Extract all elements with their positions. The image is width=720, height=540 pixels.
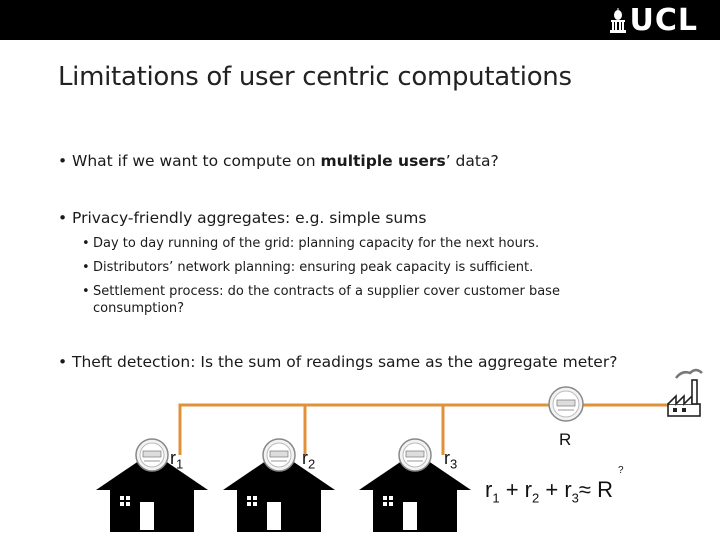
- bullet-text-bold: multiple users: [320, 152, 446, 170]
- sub-bullet-grid: • Day to day running of the grid: planning capacity for the next hours.: [82, 236, 540, 251]
- reading-label-2: $r_2$: [302, 448, 316, 472]
- house-meter-1-icon: [136, 439, 168, 471]
- house-meter-3-icon: [399, 439, 431, 471]
- sub-bullet-text: Day to day running of the grid: planning capacity for the next hours.: [93, 236, 540, 251]
- factory-icon: [668, 370, 702, 416]
- sub-bullet-distributors: • Distributors’ network planning: ensuring peak capacity is sufficient.: [82, 260, 534, 275]
- sub-bullet-settlement: • Settlement process: do the contracts of a supplier cover customer base consumption?: [82, 284, 560, 316]
- bullet-aggregates: • Privacy-friendly aggregates: e.g. simple sums: [58, 209, 427, 227]
- slide-title: Limitations of user centric computations: [58, 62, 572, 92]
- reading-label-3: $r_3$: [444, 448, 458, 472]
- bullet-multiple-users: • What if we want to compute on multiple users’ data?: [58, 152, 499, 170]
- bullet-theft-detection: • Theft detection: Is the sum of readings same as the aggregate meter?: [58, 353, 618, 371]
- aggregate-label: R: [559, 430, 572, 449]
- sum-equation: $r_1 + r_2 + r_3\approx R$: [485, 477, 613, 506]
- house-meter-2-icon: [263, 439, 295, 471]
- bullet-text: Theft detection: Is the sum of readings same as the aggregate meter?: [72, 353, 618, 371]
- wire: [180, 405, 690, 455]
- logo-text: UCL: [629, 3, 698, 38]
- bullet-text-suffix: ’ data?: [445, 152, 499, 170]
- bullet-text: Privacy-friendly aggregates: e.g. simple sums: [72, 209, 427, 227]
- equation-question-mark: ?: [618, 465, 624, 476]
- sub-bullet-text: Distributors’ network planning: ensuring peak capacity is sufficient.: [93, 260, 534, 275]
- sub-bullet-text-line1: Settlement process: do the contracts of a supplier cover customer base: [93, 284, 560, 299]
- bullet-text-prefix: What if we want to compute on: [72, 152, 321, 170]
- sub-bullet-text-line2: consumption?: [93, 301, 185, 316]
- reading-label-1: $r_1$: [170, 448, 184, 472]
- aggregate-meter-icon: [549, 387, 583, 421]
